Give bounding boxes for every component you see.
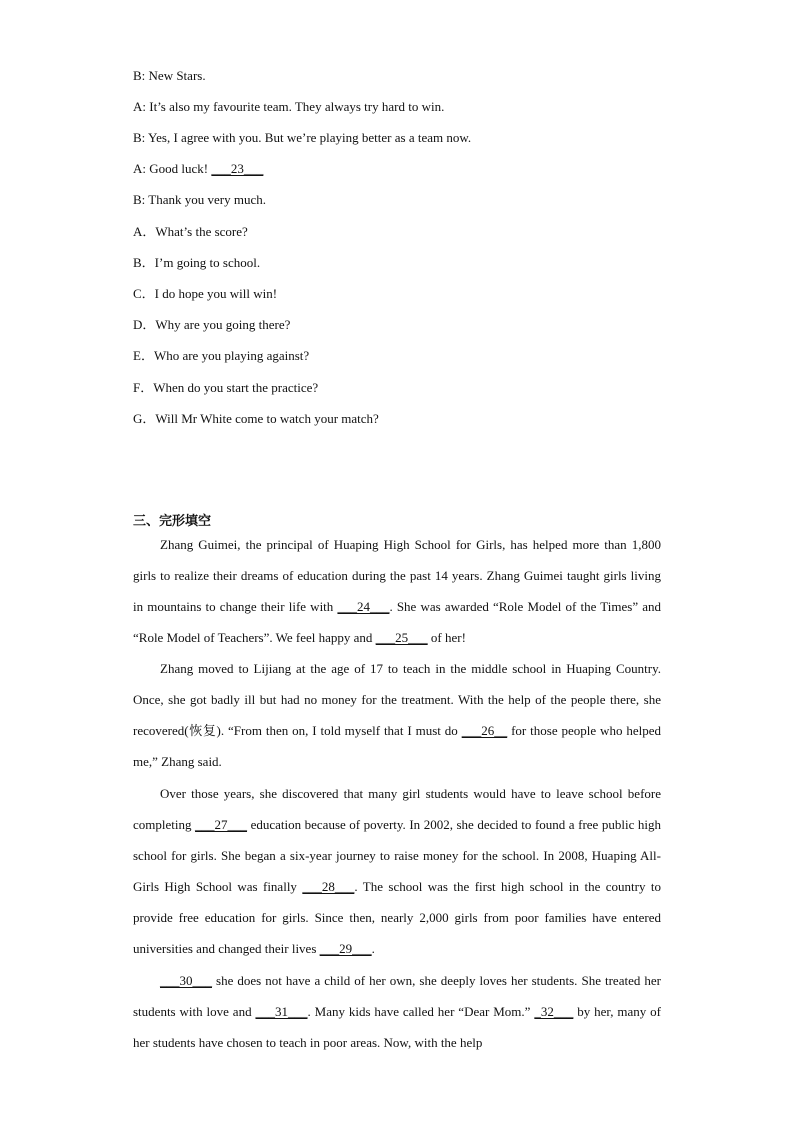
answer-blank-26[interactable]: ___26__ — [461, 723, 508, 738]
paragraph-3: Over those years, she discovered that many girl students would have to leave school before completing ___27___ education because of poverty. In 2002, she decided to found a free public high school for girls. She began a six-year journey to raise money for the school. In 2008, Huaping All-Girls High School was finally ___28___. The school was the first high school in the country to provide free education for girls. Since then, nearly 2,000 girls from poor families have entered universities and changed their lives ___29___. — [133, 786, 661, 956]
option-b: B．I’m going to school. — [133, 255, 261, 270]
paragraph-4: ___30___ she does not have a child of her own, she deeply loves her students. She treated her students with love and ___31___. Many kids have called her “Dear Mom.” _32___ by her, many of her students have chosen to teach in poor areas. Now, with the help — [133, 973, 661, 1050]
answer-blank-24[interactable]: ___24___ — [337, 599, 390, 614]
dialogue-text: B: New Stars. — [133, 68, 206, 83]
answer-blank-27[interactable]: ___27___ — [195, 817, 248, 832]
option-g: G．Will Mr White come to watch your match? — [133, 411, 379, 426]
option-e: E．Who are you playing against? — [133, 348, 310, 363]
option-c: C．I do hope you will win! — [133, 286, 278, 301]
option-d: D．Why are you going there? — [133, 317, 291, 332]
dialogue-line — [133, 192, 266, 208]
answer-blank-32[interactable]: _32___ — [534, 1004, 574, 1019]
option-f: F．When do you start the practice? — [133, 380, 319, 395]
answer-blank-31[interactable]: ___31___ — [255, 1004, 308, 1019]
answer-blank-29[interactable]: ___29___ — [319, 941, 372, 956]
option-a: A．What’s the score? — [133, 224, 248, 239]
dialogue-text: A: Good luck! — [133, 161, 212, 176]
answer-blank-23[interactable]: ___23___ — [211, 161, 264, 176]
dialogue-line — [133, 99, 444, 115]
dialogue-text: B: Yes, I agree with you. But we’re playing better as a team now. — [133, 130, 472, 145]
dialogue-text: B: Thank you very much. — [133, 192, 266, 207]
answer-blank-28[interactable]: ___28___ — [302, 879, 355, 894]
answer-blank-25[interactable]: ___25___ — [375, 630, 428, 645]
dialogue-line — [133, 130, 471, 146]
paragraph-2: Zhang moved to Lijiang at the age of 17 to teach in the middle school in Huaping Country. Once, she got badly ill but had no money for the treatment. With the help of the people there, she recovered(恢复). “From then on, I told myself that I must do ___26__ for those people who helped me,” Zhang said. — [133, 661, 662, 769]
answer-blank-30[interactable]: ___30___ — [160, 973, 212, 988]
section-title: 三、完形填空 — [133, 514, 212, 529]
dialogue-line — [133, 161, 263, 177]
dialogue-text: A: It’s also my favourite team. They always try hard to win. — [133, 99, 445, 114]
paragraph-1: Zhang Guimei, the principal of Huaping High School for Girls, has helped more than 1,800 girls to realize their dreams of education during the past 14 years. Zhang Guimei taught girls living in mountains to change their life with ___24___. She was awarded “Role Model of the Times” and “Role Model of Teachers”. We feel happy and ___25___ of her! — [133, 537, 661, 645]
dialogue-line — [133, 68, 206, 84]
